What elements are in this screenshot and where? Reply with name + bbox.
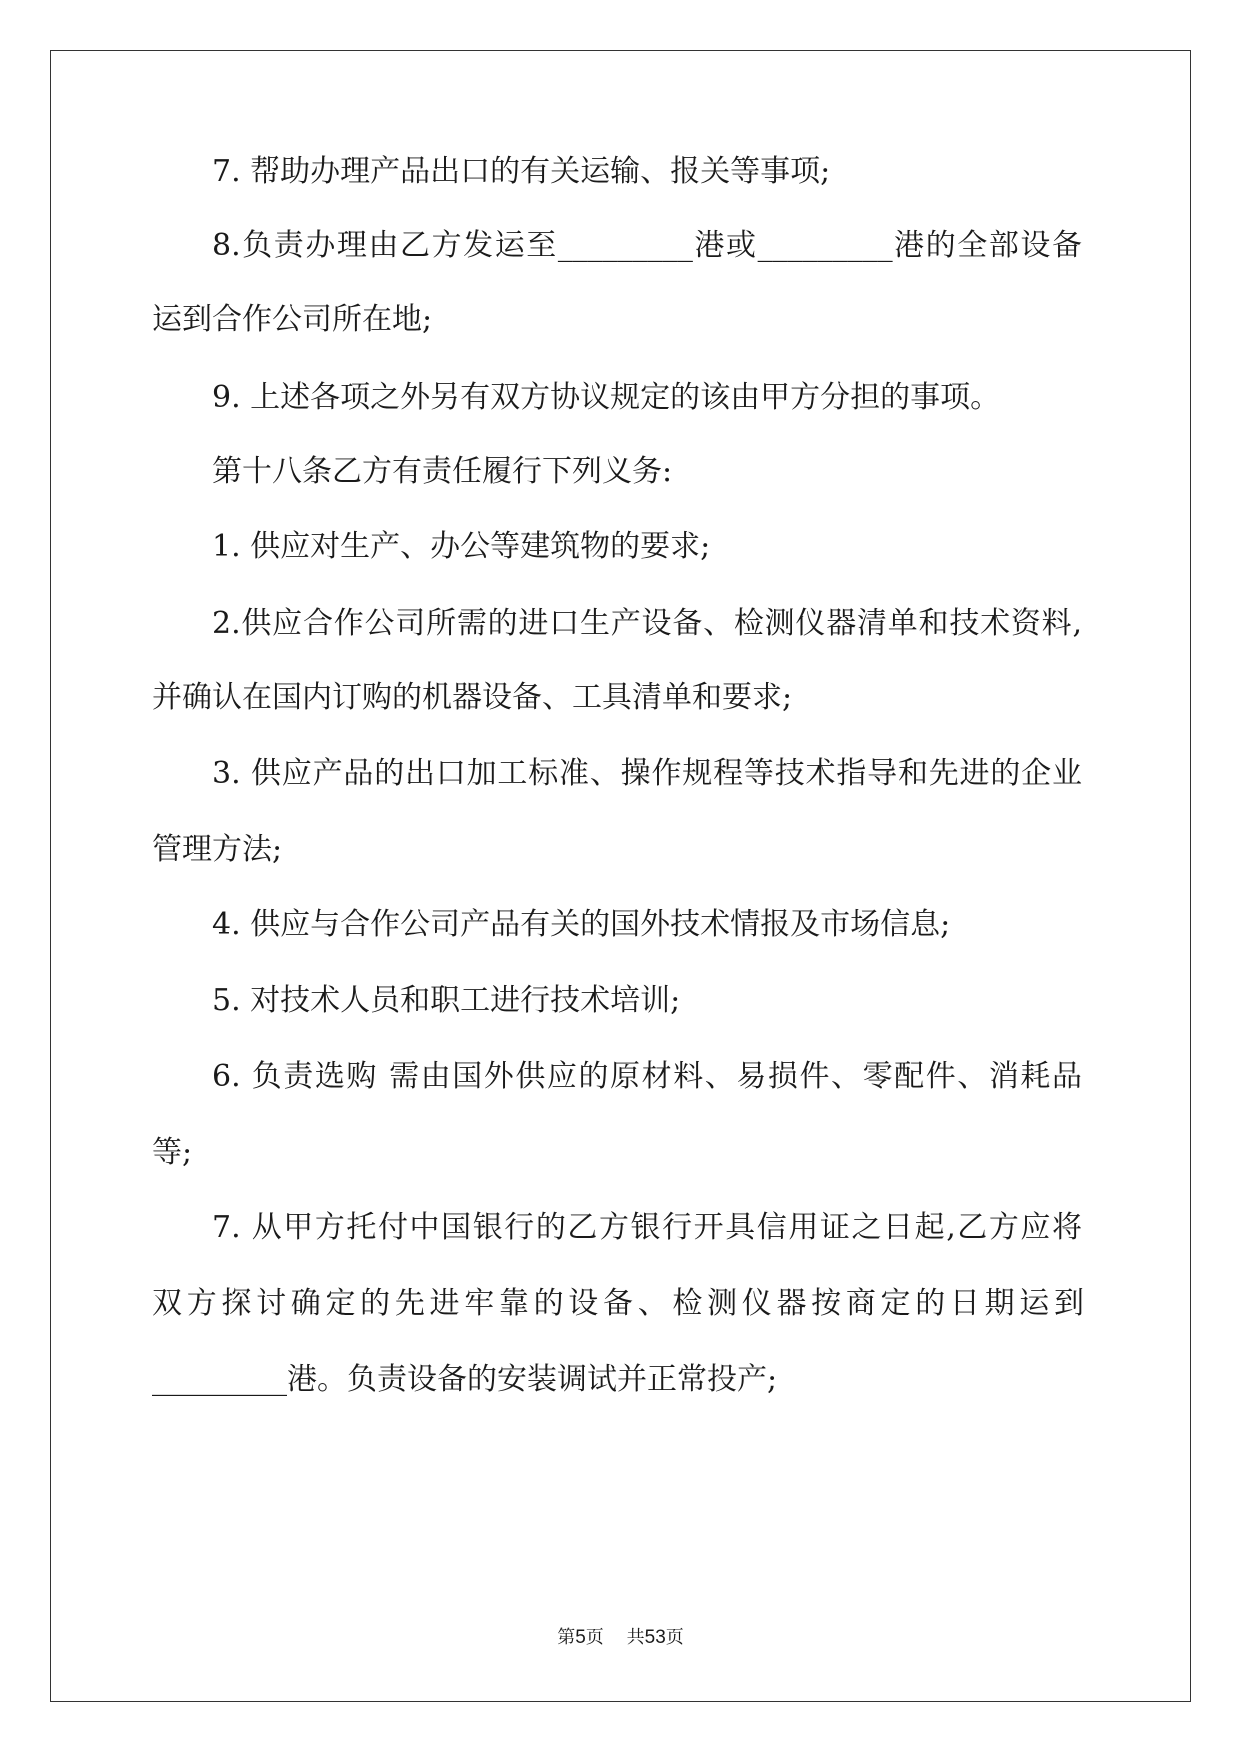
paragraph-line: 9. 上述各项之外另有双方协议规定的该由甲方分担的事项。 bbox=[212, 380, 1001, 415]
paragraph-line: _________港。负责设备的安装调试并正常投产; bbox=[152, 1362, 778, 1397]
paragraph-line: 3. 供应产品的出口加工标准、操作规程等技术指导和先进的企业 bbox=[212, 756, 1082, 791]
footer-mid: 页 共 bbox=[585, 1627, 645, 1648]
paragraph-line: 等; bbox=[152, 1135, 193, 1170]
paragraph-line: 6. 负责选购 需由国外供应的原材料、易损件、零配件、消耗品 bbox=[212, 1059, 1082, 1094]
paragraph-line: 4. 供应与合作公司产品有关的国外技术情报及市场信息; bbox=[212, 907, 951, 942]
paragraph-line: 管理方法; bbox=[152, 832, 283, 867]
page-border bbox=[50, 50, 1191, 1702]
footer-suffix: 页 bbox=[665, 1627, 684, 1648]
paragraph-line: 1. 供应对生产、办公等建筑物的要求; bbox=[212, 529, 711, 564]
page-footer bbox=[0, 1626, 1241, 1650]
paragraph-line: 运到合作公司所在地; bbox=[152, 302, 433, 337]
total-page-number: 53 bbox=[644, 1627, 666, 1648]
paragraph-line: 2.供应合作公司所需的进口生产设备、检测仪器清单和技术资料, bbox=[212, 606, 1082, 641]
paragraph-line: 并确认在国内订购的机器设备、工具清单和要求; bbox=[152, 680, 793, 715]
paragraph-line: 8.负责办理由乙方发运至_________港或_________港的全部设备 bbox=[212, 228, 1082, 263]
current-page-number: 5 bbox=[575, 1627, 586, 1648]
paragraph-line: 7. 从甲方托付中国银行的乙方银行开具信用证之日起,乙方应将 bbox=[212, 1210, 1082, 1245]
section-heading: 第十八条乙方有责任履行下列义务: bbox=[212, 454, 673, 489]
paragraph-line: 7. 帮助办理产品出口的有关运输、报关等事项; bbox=[212, 154, 831, 189]
paragraph-line: 5. 对技术人员和职工进行技术培训; bbox=[212, 983, 681, 1018]
paragraph-line: 双方探讨确定的先进牢靠的设备、检测仪器按商定的日期运到 bbox=[152, 1286, 1084, 1321]
footer-prefix: 第 bbox=[557, 1627, 576, 1648]
